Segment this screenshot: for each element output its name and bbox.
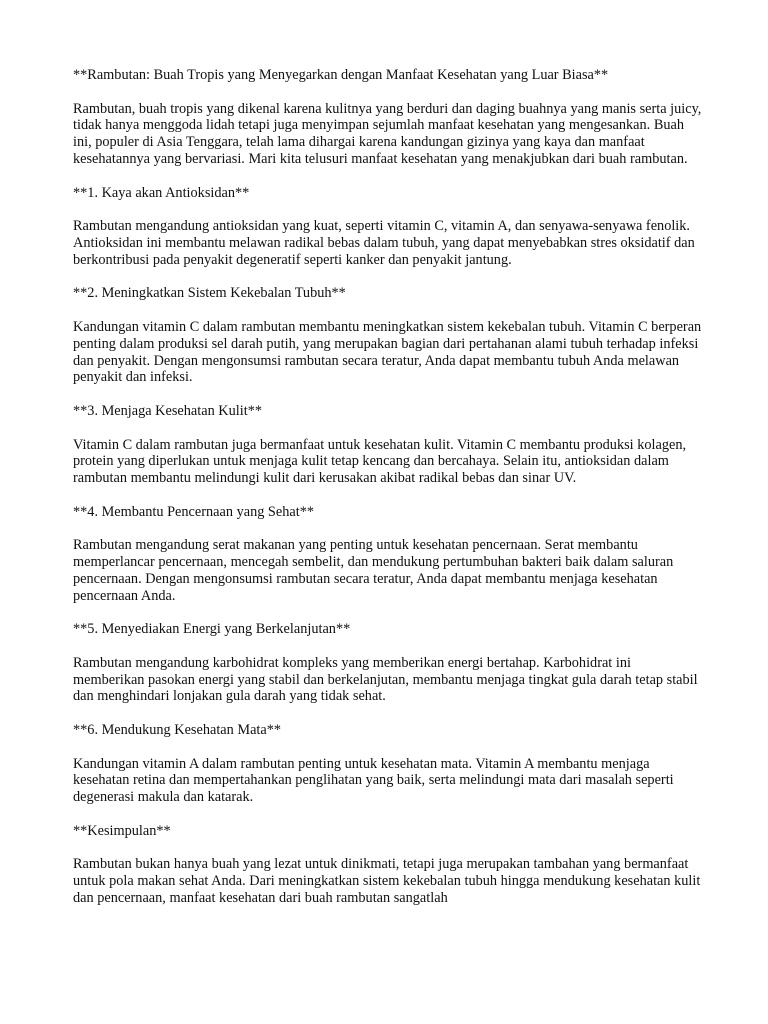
section-heading-pencernaan: **4. Membantu Pencernaan yang Sehat**: [73, 503, 314, 520]
section-body-kesimpulan: Rambutan bukan hanya buah yang lezat untuk dinikmati, tetapi juga merupakan tambahan yang bermanfaat untuk pola makan sehat Anda. Dari meningkatkan sistem kekebalan tubuh hingga mendukung kesehatan kulit dan pencernaan, manfaat kesehatan dari buah rambutan sangatlah: [73, 856, 701, 907]
document-title: **Rambutan: Buah Tropis yang Menyegarkan dengan Manfaat Kesehatan yang Luar Biasa**: [73, 67, 609, 83]
intro-paragraph: Rambutan, buah tropis yang dikenal karena kulitnya yang berduri dan daging buahnya yang manis serta juicy, tidak hanya menggoda lidah tetapi juga menyimpan sejumlah manfaat kesehatan yang mengesankan. Buah ini, populer di Asia Tenggara, telah lama dihargai karena kandungan gizinya yang kaya dan manfaat kesehatannya yang bervariasi. Mari kita telusuri manfaat kesehatan yang menakjubkan dari buah rambutan.: [73, 100, 702, 167]
section-heading-antioksidan: **1. Kaya akan Antioksidan**: [73, 184, 250, 201]
section-body-kekebalan: Kandungan vitamin C dalam rambutan membantu meningkatkan sistem kekebalan tubuh. Vitamin C berperan penting dalam produksi sel darah putih, yang merupakan bagian dari pertahanan alami tubuh terhadap infeksi dan penyakit. Dengan mengonsumsi rambutan secara teratur, Anda dapat membantu tubuh Anda melawan penyakit dan infeksi.: [73, 318, 702, 386]
section-heading-kesimpulan: **Kesimpulan**: [73, 822, 171, 839]
section-body-energi: Rambutan mengandung karbohidrat kompleks yang memberikan energi bertahap. Karbohidrat ini memberikan pasokan energi yang stabil dan berkelanjutan, membantu menjaga tingkat gula darah tetap stabil dan menghindari lonjakan gula darah yang tidak sehat.: [73, 654, 698, 705]
section-body-antioksidan: Rambutan mengandung antioksidan yang kuat, seperti vitamin C, vitamin A, dan senyawa-senyawa fenolik. Antioksidan ini membantu melawan radikal bebas dalam tubuh, yang dapat menyebabkan stres oksidatif dan berkontribusi pada penyakit degeneratif seperti kanker dan penyakit jantung.: [73, 218, 695, 268]
section-heading-kekebalan: **2. Meningkatkan Sistem Kekebalan Tubuh**: [73, 285, 346, 302]
section-heading-mata: **6. Mendukung Kesehatan Mata**: [73, 722, 282, 739]
section-body-mata: Kandungan vitamin A dalam rambutan penting untuk kesehatan mata. Vitamin A membantu menjaga kesehatan retina dan mempertahankan penglihatan yang baik, serta melindungi mata dari masalah seperti degenerasi makula dan katarak.: [73, 755, 674, 806]
document-page: [73, 67, 703, 924]
section-heading-kulit: **3. Menjaga Kesehatan Kulit**: [73, 402, 262, 419]
section-heading-energi: **5. Menyediakan Energi yang Berkelanjutan**: [73, 621, 351, 638]
section-body-kulit: Vitamin C dalam rambutan juga bermanfaat untuk kesehatan kulit. Vitamin C membantu produksi kolagen, protein yang diperlukan untuk menjaga kulit tetap kencang dan bercahaya. Selain itu, antioksidan dalam rambutan membantu melindungi kulit dari kerusakan akibat radikal bebas dan sinar UV.: [73, 436, 687, 487]
section-body-pencernaan: Rambutan mengandung serat makanan yang penting untuk kesehatan pencernaan. Serat membantu memperlancar pencernaan, mencegah sembelit, dan mendukung pertumbuhan bakteri baik dalam saluran pencernaan. Dengan mengonsumsi rambutan secara teratur, Anda dapat membantu menjaga kesehatan pencernaan Anda.: [73, 537, 674, 604]
